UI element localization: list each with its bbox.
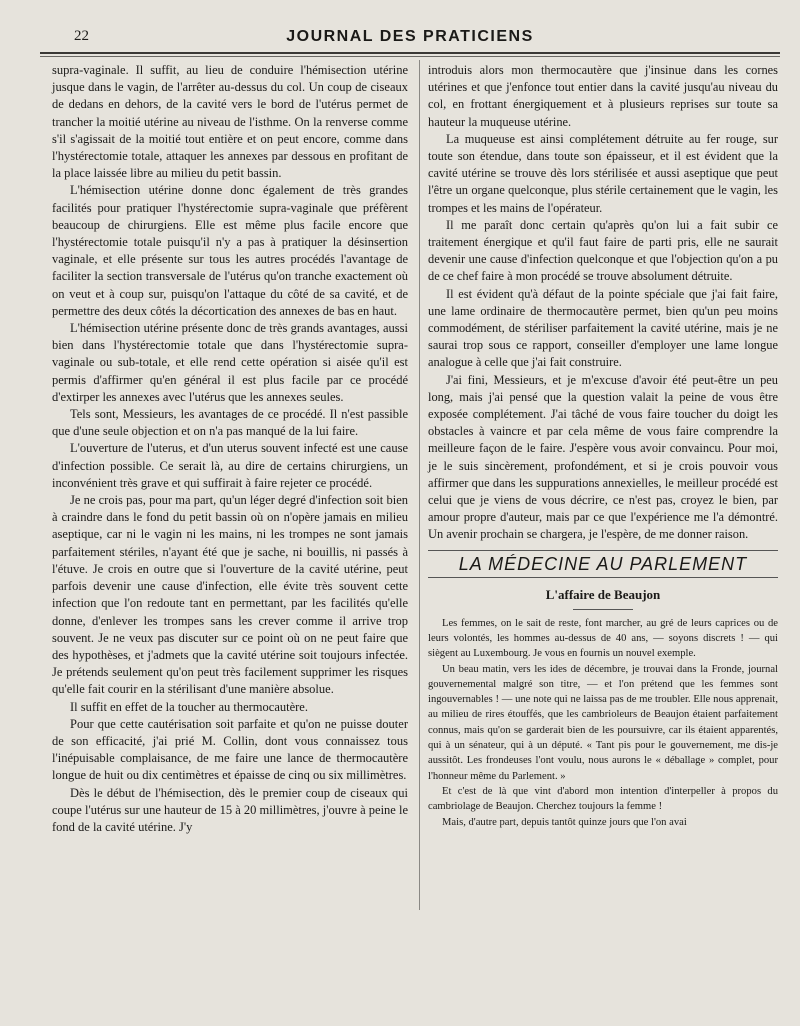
- article-paragraph: Tels sont, Messieurs, les avantages de ce procédé. Il n'est passible que d'une seule objection et on n'a pas manqué de la lui faire.: [52, 407, 408, 439]
- journal-title: JOURNAL DES PRATICIENS: [286, 28, 534, 45]
- subtitle-rule: [573, 609, 633, 610]
- article-subtitle: L'affaire de Beaujon: [545, 586, 661, 602]
- article-paragraph: L'hémisection utérine donne donc également de très grandes facilités pour pratiquer l'hystérectomie supra-vaginale que préfèrent beaucoup de chirurgiens. Elle est même plus facile encore que l'hystérectomie totale puisqu'il n'y a pas à pratiquer la désinsertion vaginale, et elle présente sur tous les autres procédés l'avantage de faciliter la section transversale de l'utérus qu'on tranche exactement où on veut et à coup sur, puisqu'on l'attaque du côté de sa cavité, et de permettre des deux côtés la décortication des annexes de bas en haut.: [52, 183, 408, 318]
- article-paragraph: Il est évident qu'à défaut de la pointe spéciale que j'ai fait faire, une lame ordinaire de thermocautère permet, bien qu'un peu moins commodément, de stériliser parfaitement la cavité utérine, mais je ne saurai trop sous ce rapport, conseiller d'employer une lame longue analogue à celle que j'ai fait construire.: [428, 286, 778, 370]
- article-paragraph: La muqueuse est ainsi complétement détruite au fer rouge, sur toute son étendue, dans toute son épaisseur, et il est évident que la cavité utérine se trouve dès lors stérilisée et aussi aseptique que peut l'être un organe quelconque, plus stérile certainement que le vagin, les trompes et les mains de l'opérateur.: [428, 131, 778, 215]
- news-paragraph: Un beau matin, vers les ides de décembre, je trouvai dans la Fronde, journal gouvernemental malgré son titre, — et l'on prétend que les femmes sont ingouvernables ! — une note qui ne laissa pas de me troubler. Elle nous apprenait, au milieu de rires étouffés, que les cambrioleurs de Beaujon étaient parfaitement connus, mais qu'on se garderait bien de les poursuivre, car ils étaient apparentés, qui à un sénateur, qui à un député. « Tant pis pour le gouvernement, me dis-je aussitôt. Les frondeuses l'ont voulu, nous aurons le « déballage » complet, pour l'honneur même du Parlement. »: [428, 663, 778, 782]
- article-paragraph: Dès le début de l'hémisection, dès le premier coup de ciseaux qui coupe l'utérus sur une hauteur de 15 à 20 millimètres, j'ouvre à peine le fond de la cavité utérine. J'y: [52, 785, 408, 834]
- page-header: [40, 28, 780, 50]
- section-title: LA MÉDECINE AU PARLEMENT: [428, 550, 778, 578]
- article-paragraph: Il suffit en effet de la toucher au thermocautère.: [70, 699, 308, 714]
- header-rule-thin: [40, 56, 780, 57]
- article-paragraph: L'ouverture de l'uterus, et d'un uterus souvent infecté est une cause d'infection possible. Ce serait là, au dire de certains chirurgiens, un inconvénient très grave et qui suffirait à faire rejeter ce procédé.: [52, 441, 408, 490]
- article-paragraph: introduis alors mon thermocautère que j'insinue dans les cornes utérines et que j'enfonce tout entier dans la cavité jusqu'au niveau du col, en frottant énergiquement et à plusieurs reprises sur toute sa hauteur la muqueuse utérine.: [428, 63, 778, 129]
- article-paragraph: Il me paraît donc certain qu'après qu'on lui a fait subir ce traitement énergique et qu'il faut faire de parti pris, elle ne saurait devenir une cause d'infection quelconque et que l'objection qu'on a pu de ce chef faire à mon procédé se trouve absolument détruite.: [428, 217, 778, 284]
- article-paragraph: Je ne crois pas, pour ma part, qu'un léger degré d'infection soit bien à craindre dans le fond du petit bassin où on n'opère jamais en milieu aseptique, car ni le vagin ni les mains, ni les trompes ne sont jamais parfaitement stériles, n'ayant été que je sache, ni bouillis, ni passés à l'étuve. Je crois en outre que si l'ouverture de la cavité utérine, peut parfois devenir une cause d'infection, elle évite très souvent cette infection que l'on redoute tant en permettant, par les facilités qu'elle donne, d'enlever les trompes sans les crever comme il arrive trop souvent. Je ne veux pas discuter sur ce point où on ne peut faire que des hypothèses, et j'admets que la cavité utérine soit toujours infectée. Je prétends seulement qu'on peut très facilement supprimer les risques qu'elle fait courir en la stérilisant d'une manière absolue.: [52, 493, 408, 697]
- article-paragraph: L'hémisection utérine présente donc de très grands avantages, aussi bien dans l'hystérectomie totale que dans l'hystérectomie supra-vaginale ou sub-totale, et elle rend cette opération si aisée qu'il est permis d'affirmer qu'en général il est plus facile par ce procédé d'extirper les annexes avec l'utérus que les annexes seules.: [52, 321, 408, 404]
- right-column: [428, 62, 778, 830]
- article-paragraph: supra-vaginale. Il suffit, au lieu de conduire l'hémisection utérine jusque dans le vagin, de l'arrêter au-dessus du col. Un coup de ciseaux de dedans en dehors, de la cavité vers le bord de l'utérus permet de trancher la moitié utérine au niveau de l'isthme. On la renverse comme s'il s'agissait de la moitié tout entière et on peut encore, comme dans l'hystérectomie totale, attaquer les annexes par dessous en profitant de la place laissée libre au milieu du petit bassin.: [52, 63, 408, 181]
- news-paragraph: Mais, d'autre part, depuis tantôt quinze jours que l'on avai: [442, 816, 687, 828]
- header-rule: [40, 52, 780, 54]
- news-paragraph: Les femmes, on le sait de reste, font marcher, au gré de leurs caprices ou de leurs volontés, les hommes au-dessus de 40 ans, — soyons discrets ! — qui siègent au Luxembourg. Je vous en fournis un nouvel exemple.: [428, 617, 778, 660]
- column-divider: [419, 60, 420, 910]
- page-number: 22: [74, 28, 89, 44]
- news-paragraph: Et c'est de là que vint d'abord mon intention d'interpeller à propos du cambriolage de Beaujon. Cherchez toujours la femme !: [428, 785, 778, 813]
- article-paragraph: J'ai fini, Messieurs, et je m'excuse d'avoir été peut-être un peu long, mais j'ai pensé que la question valait la peine de vous être exposée complétement. J'ai tâché de vous faire toucher du doigt les obstacles à vaincre et par cela même de vous faire comprendre la meilleure façon de le faire. J'espère vous avoir convaincu. Pour moi, je le suis sincèrement, profondément, et si je crois pouvoir vous affirmer que dans les suppurations annexielles, le meilleur procédé est celui que je viens de vous décrire, ce n'est pas, croyez le bien, par amour propre d'auteur, mais par ce que l'expérience me l'a démontré. Un avenir prochain se chargera, je l'espère, de me donner raison.: [428, 372, 778, 542]
- article-paragraph: Pour que cette cautérisation soit parfaite et qu'on ne puisse douter de son efficacité, j'ai prié M. Collin, dont vous connaissez tous l'inépuisable complaisance, de me faire une lance de thermocautère longue de huit ou dix centimètres et épaisse de cinq ou six millimètres.: [52, 716, 408, 783]
- left-column: [52, 62, 408, 836]
